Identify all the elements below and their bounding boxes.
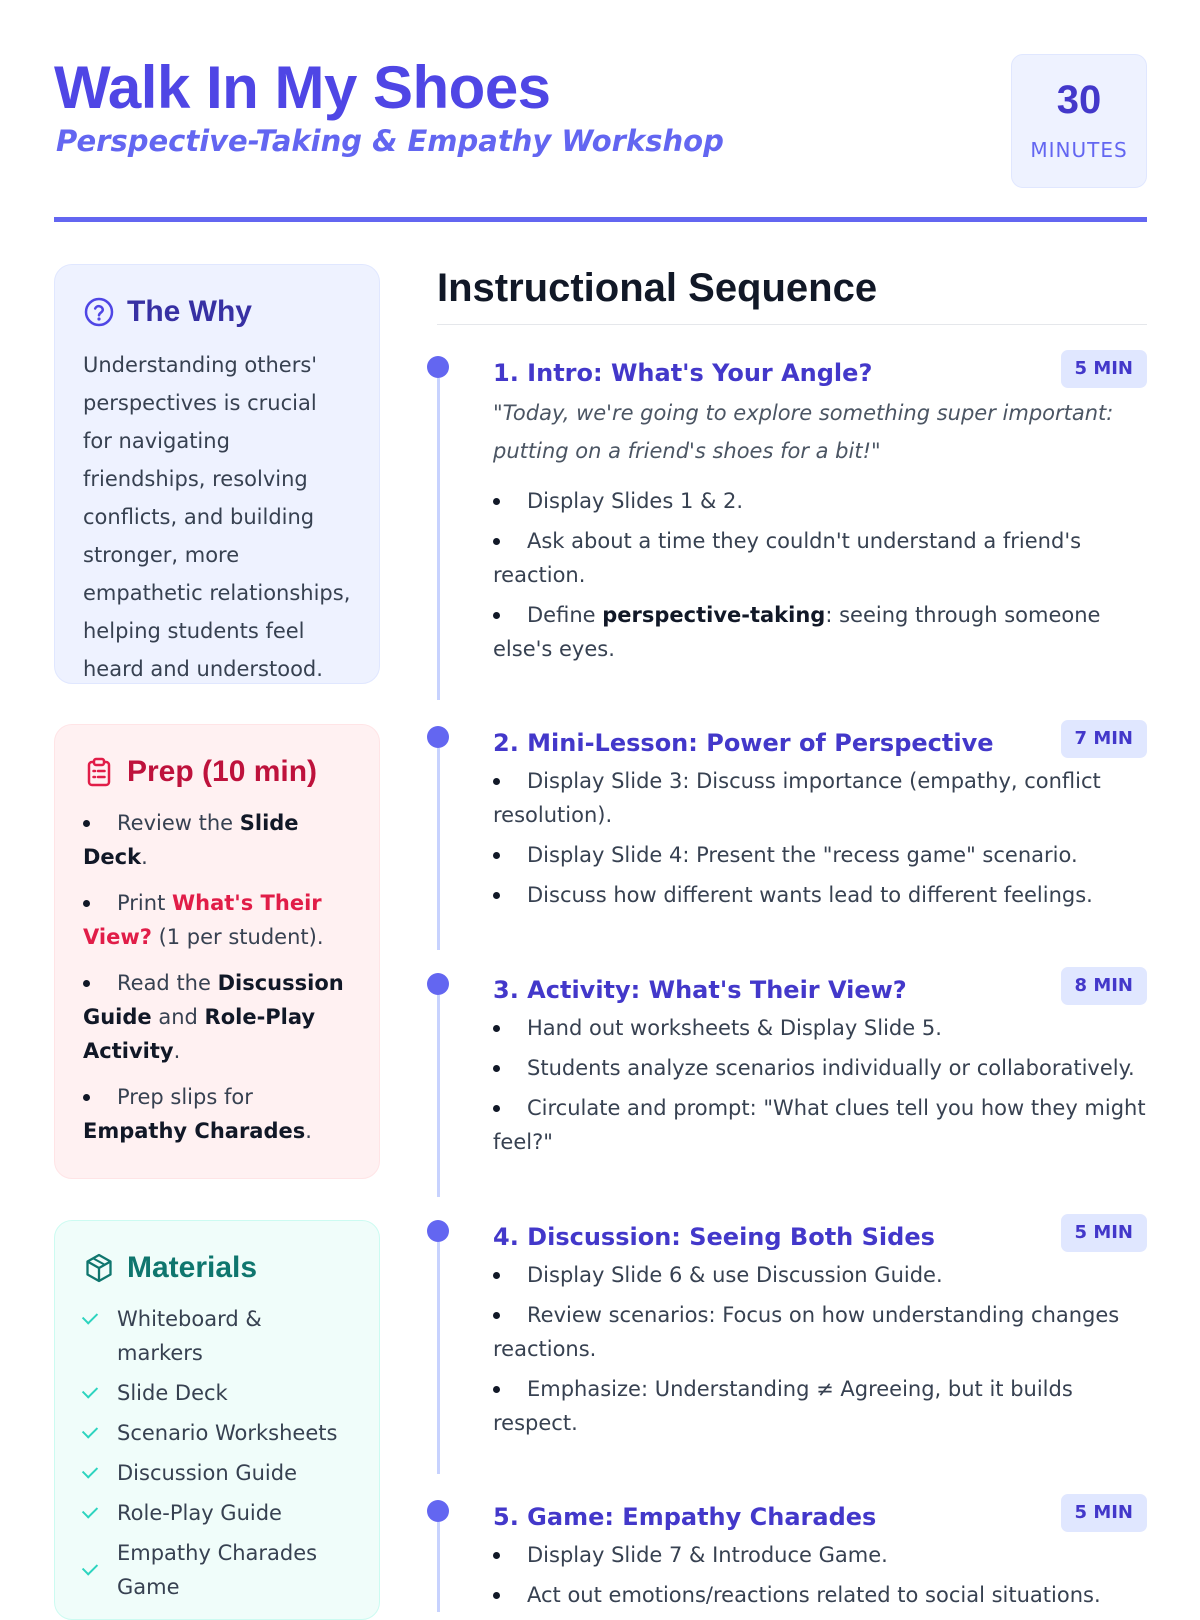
timeline-dot [427, 1220, 449, 1242]
material-item: Whiteboard & markers [83, 1302, 351, 1370]
timeline-dot [427, 726, 449, 748]
clipboard-icon [83, 756, 115, 788]
step-bullet: Circulate and prompt: "What clues tell you how they might feel?" [493, 1091, 1147, 1159]
step-bullet: Display Slide 6 & use Discussion Guide. [493, 1258, 1147, 1292]
step-duration-badge: 7 MIN [1061, 720, 1147, 758]
step-bullet: Students analyze scenarios individually or collaboratively. [493, 1051, 1147, 1085]
check-icon [82, 1382, 98, 1398]
material-item: Discussion Guide [83, 1456, 351, 1490]
step-title: 3. Activity: What's Their View? [493, 976, 907, 1004]
materials-card [54, 1220, 380, 1620]
timeline-dot [427, 1500, 449, 1522]
prep-list [83, 806, 351, 1148]
step-bullet: Display Slide 3: Discuss importance (empathy, conflict resolution). [493, 764, 1147, 832]
step-bullet: Define perspective-taking: seeing through someone else's eyes. [493, 598, 1147, 666]
step-bullet: Display Slide 4: Present the "recess game" scenario. [493, 838, 1147, 872]
step-bullet: Act out emotions/reactions related to social situations. [493, 1578, 1147, 1612]
why-text: Understanding others' perspectives is crucial for navigating friendships, resolving conflicts, and building stronger, more empathetic relationships, helping students feel heard and understood. [83, 353, 351, 681]
timeline-line [437, 378, 440, 700]
check-icon [82, 1559, 98, 1575]
step-title: 5. Game: Empathy Charades [493, 1503, 877, 1531]
timeline-line [437, 995, 440, 1197]
step-title: 4. Discussion: Seeing Both Sides [493, 1223, 935, 1251]
step-bullet: Discuss how different wants lead to different feelings. [493, 878, 1147, 912]
materials-heading [83, 1251, 351, 1284]
step-duration-badge: 5 MIN [1061, 350, 1147, 388]
step-title: 2. Mini-Lesson: Power of Perspective [493, 729, 994, 757]
step-duration-badge: 5 MIN [1061, 1214, 1147, 1252]
step-duration-badge: 8 MIN [1061, 967, 1147, 1005]
prep-item: Prep slips for Empathy Charades. [83, 1080, 351, 1148]
why-title: The Why [127, 295, 252, 328]
page-title: Walk In My Shoes [54, 54, 551, 121]
duration-unit: MINUTES [1030, 138, 1128, 162]
timeline-dot [427, 356, 449, 378]
timeline-line [437, 1242, 440, 1474]
prep-item: Read the Discussion Guide and Role-Play Activity. [83, 966, 351, 1068]
step-title: 1. Intro: What's Your Angle? [493, 359, 873, 387]
step-bullet: Ask about a time they couldn't understand a friend's reaction. [493, 524, 1147, 592]
material-item: Scenario Worksheets [83, 1416, 351, 1450]
duration-badge [1011, 54, 1147, 188]
timeline-dot [427, 973, 449, 995]
question-circle-icon [83, 296, 115, 328]
prep-heading [83, 755, 351, 788]
prep-item: Review the Slide Deck. [83, 806, 351, 874]
sequence-title: Instructional Sequence [437, 266, 878, 310]
material-item: Slide Deck [83, 1376, 351, 1410]
page-subtitle: Perspective-Taking & Empathy Workshop [56, 124, 724, 158]
material-item: Empathy Charades Game [83, 1536, 351, 1604]
why-heading [83, 295, 351, 328]
material-item: Role-Play Guide [83, 1496, 351, 1530]
duration-value: 30 [1056, 78, 1102, 122]
step-bullet: Review scenarios: Focus on how understanding changes reactions. [493, 1298, 1147, 1366]
materials-title: Materials [127, 1251, 258, 1284]
check-icon [82, 1462, 98, 1478]
materials-list [83, 1302, 351, 1604]
check-icon [82, 1502, 98, 1518]
step-duration-badge: 5 MIN [1061, 1494, 1147, 1532]
timeline-line [437, 748, 440, 950]
step-bullet: Hand out worksheets & Display Slide 5. [493, 1011, 1147, 1045]
timeline-line [437, 1522, 440, 1612]
step-quote: "Today, we're going to explore something super important: putting on a friend's shoes for a bit!" [493, 401, 1114, 463]
check-icon [82, 1422, 98, 1438]
page-header [54, 40, 1147, 190]
step-bullet: Display Slides 1 & 2. [493, 484, 1147, 518]
prep-card [54, 724, 380, 1179]
prep-item: Print What's Their View? (1 per student). [83, 886, 351, 954]
prep-title: Prep (10 min) [127, 755, 318, 788]
why-card [54, 264, 380, 684]
check-icon [82, 1308, 98, 1324]
header-divider [54, 217, 1147, 222]
sequence-divider [437, 324, 1147, 325]
cube-icon [83, 1252, 115, 1284]
step-bullet: Emphasize: Understanding ≠ Agreeing, but it builds respect. [493, 1372, 1147, 1440]
step-bullet: Display Slide 7 & Introduce Game. [493, 1538, 1147, 1572]
